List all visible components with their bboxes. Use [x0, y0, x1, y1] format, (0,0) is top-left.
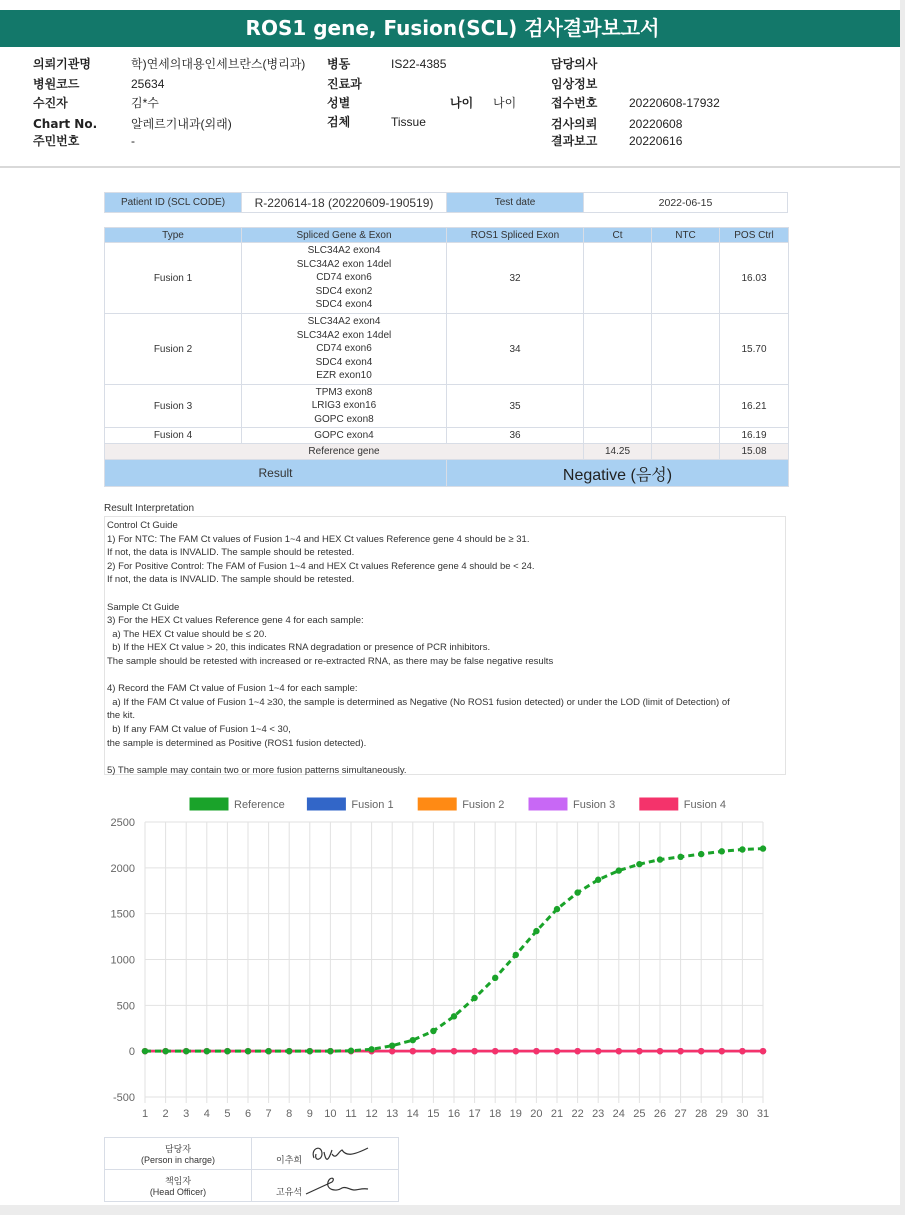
- header-divider: [0, 166, 905, 168]
- gene-item: SLC34A2 exon4: [307, 316, 381, 328]
- ntc-value: [652, 243, 720, 314]
- label-clinical-info: 임상정보: [551, 77, 598, 91]
- interpretation-line: the sample is determined as Positive (ROS1 fusion detected).: [107, 737, 367, 749]
- ros1-exon: 32: [447, 243, 584, 314]
- legend-swatch: [190, 798, 228, 810]
- legend-swatch: [529, 798, 567, 810]
- spliced-genes: [242, 243, 447, 314]
- data-point: [183, 1048, 189, 1054]
- data-point: [574, 889, 580, 895]
- data-point: [389, 1048, 395, 1054]
- interpretation-line: 4) Record the FAM Ct value of Fusion 1~4 for each sample:: [107, 683, 358, 695]
- results-header-row: [105, 228, 789, 243]
- reference-pos-ctrl-value: 15.08: [720, 444, 789, 460]
- data-point: [554, 906, 560, 912]
- x-tick-label: 9: [306, 1108, 313, 1120]
- x-tick-label: 6: [244, 1108, 252, 1120]
- data-point: [657, 856, 663, 862]
- pos-ctrl-value: 15.70: [720, 314, 789, 385]
- data-point: [471, 995, 477, 1001]
- col-header-pos-ctrl: POS Ctrl: [720, 228, 789, 243]
- amplification-chart: [100, 790, 780, 1130]
- value-hospital-code: 25634: [131, 77, 165, 91]
- patient-id-label: Patient ID (SCL CODE): [105, 193, 242, 213]
- role-english: (Head Officer): [149, 1187, 207, 1197]
- legend-swatch: [640, 798, 678, 810]
- signer-name: 고유석: [276, 1187, 303, 1197]
- data-point: [451, 1013, 457, 1019]
- ct-value: [584, 243, 652, 314]
- pos-ctrl-value: 16.03: [720, 243, 789, 314]
- y-tick-label: 500: [116, 1000, 135, 1013]
- interpretation-line: Sample Ct Guide: [107, 601, 180, 613]
- interpretation-line: If not, the data is INVALID. The sample should be retested.: [107, 547, 355, 559]
- interpretation-line: 5) The sample may contain two or more fusion patterns simultaneously.: [107, 764, 407, 776]
- y-tick-label: 1000: [110, 954, 135, 967]
- data-point: [327, 1048, 333, 1054]
- legend-swatch: [418, 798, 456, 810]
- data-point: [636, 861, 642, 867]
- reference-gene-row: [105, 444, 789, 460]
- x-tick-label: 22: [571, 1108, 584, 1120]
- label-request-date: 검사의뢰: [551, 117, 598, 131]
- interpretation-title: Result Interpretation: [104, 503, 195, 514]
- x-tick-label: 12: [365, 1108, 378, 1120]
- col-header-type: Type: [105, 228, 242, 243]
- value-requesting-institution: 학)연세의대용인세브란스(병리과): [131, 57, 306, 71]
- col-header-spliced-gene: Spliced Gene & Exon: [242, 228, 447, 243]
- gene-item: SLC34A2 exon4: [307, 245, 381, 257]
- x-tick-label: 13: [386, 1108, 399, 1120]
- report-title: ROS1 gene, Fusion(SCL) 검사결과보고서: [0, 10, 905, 47]
- footer-strip: [0, 1205, 905, 1215]
- interpretation-line: Control Ct Guide: [107, 520, 178, 531]
- ct-value: [584, 428, 652, 444]
- x-tick-label: 4: [203, 1108, 210, 1120]
- label-sex: 성별: [327, 96, 351, 110]
- data-point: [471, 1048, 477, 1054]
- value-resident-no: -: [131, 134, 135, 148]
- ros1-exon: 35: [447, 385, 584, 428]
- data-point: [204, 1048, 210, 1054]
- legend-label: Fusion 3: [573, 799, 616, 811]
- value-request-date: 20220608: [629, 117, 683, 131]
- value-specimen: Tissue: [391, 115, 426, 129]
- interpretation-line: If not, the data is INVALID. The sample should be retested.: [107, 574, 355, 586]
- x-tick-label: 3: [183, 1108, 190, 1120]
- interpretation-line: a) The HEX Ct value should be ≤ 20.: [107, 628, 267, 640]
- data-point: [677, 854, 683, 860]
- data-point: [719, 1048, 725, 1054]
- data-point: [533, 1048, 539, 1054]
- role-english: (Person in charge): [140, 1155, 216, 1165]
- gene-item: CD74 exon6: [316, 272, 372, 284]
- gene-item: SLC34A2 exon 14del: [296, 258, 392, 270]
- data-point: [636, 1048, 642, 1054]
- handwritten-signature: [308, 1140, 372, 1166]
- y-tick-label: -500: [112, 1092, 135, 1104]
- ros1-exon: 34: [447, 314, 584, 385]
- gene-item: SDC4 exon2: [315, 285, 373, 297]
- data-point: [739, 1048, 745, 1054]
- signature-row: [105, 1138, 399, 1170]
- x-tick-label: 18: [489, 1108, 502, 1120]
- legend-label: Fusion 1: [351, 799, 394, 811]
- y-tick-label: 2500: [110, 817, 135, 829]
- result-value: Negative (음성): [447, 460, 789, 487]
- label-requesting-institution: 의뢰기관명: [33, 57, 91, 71]
- interpretation-line: b) If any FAM Ct value of Fusion 1~4 < 30,: [107, 723, 291, 735]
- gene-item: CD74 exon6: [316, 343, 372, 355]
- x-tick-label: 26: [653, 1108, 667, 1120]
- ct-value: [584, 314, 652, 385]
- gene-item: EZR exon10: [316, 370, 372, 382]
- signature-table: [104, 1137, 399, 1202]
- ros1-exon: 36: [447, 428, 584, 444]
- gene-item: SDC4 exon4: [315, 299, 373, 311]
- signature-row: [105, 1170, 399, 1202]
- table-row: [105, 314, 789, 385]
- x-tick-label: 27: [674, 1108, 687, 1120]
- x-tick-label: 2: [162, 1108, 169, 1120]
- label-ward: 병동: [327, 57, 351, 71]
- name-cell: [252, 1138, 399, 1170]
- role-cell: [105, 1138, 252, 1170]
- ntc-value: [652, 428, 720, 444]
- data-point: [739, 846, 745, 852]
- result-row: [105, 460, 789, 487]
- data-point: [286, 1048, 292, 1054]
- data-point: [554, 1048, 560, 1054]
- data-point: [698, 851, 704, 857]
- data-point: [410, 1048, 416, 1054]
- role-cell: [105, 1170, 252, 1202]
- data-point: [760, 845, 766, 851]
- ct-value: [584, 385, 652, 428]
- data-point: [533, 928, 539, 934]
- x-tick-label: 11: [345, 1108, 357, 1120]
- x-tick-label: 25: [633, 1108, 646, 1120]
- y-tick-label: 2000: [110, 862, 135, 875]
- col-header-ntc: NTC: [652, 228, 720, 243]
- x-tick-label: 21: [550, 1108, 564, 1120]
- data-point: [574, 1048, 580, 1054]
- table-row: [105, 428, 789, 444]
- x-tick-label: 14: [406, 1108, 419, 1120]
- data-point: [513, 1048, 519, 1054]
- patient-id-value: R-220614-18 (20220609-190519): [242, 193, 447, 213]
- interpretation-line: 3) For the HEX Ct values Reference gene 4 for each sample:: [107, 615, 364, 627]
- pos-ctrl-value: 16.19: [720, 428, 789, 444]
- right-edge-strip: [900, 0, 905, 1215]
- patient-id-table: [104, 192, 788, 213]
- data-point: [616, 1048, 622, 1054]
- spliced-genes: [242, 314, 447, 385]
- label-age: 나이: [450, 96, 474, 110]
- label-attending-doctor: 담당의사: [551, 57, 598, 71]
- data-point: [162, 1048, 168, 1054]
- gene-item: TPM3 exon8: [315, 386, 373, 398]
- label-hospital-code: 병원코드: [33, 77, 80, 91]
- legend-label: Fusion 2: [462, 799, 505, 811]
- label-department: 진료과: [327, 77, 362, 91]
- data-point: [410, 1037, 416, 1043]
- x-tick-label: 30: [736, 1108, 749, 1120]
- value-ward: IS22-4385: [391, 57, 447, 71]
- y-tick-label: 0: [128, 1046, 135, 1059]
- x-tick-label: 17: [468, 1108, 481, 1120]
- handwritten-signature: [302, 1172, 372, 1198]
- value-chart-no: 알레르기내과(외래): [131, 117, 232, 131]
- data-point: [451, 1048, 457, 1054]
- data-point: [492, 975, 498, 981]
- x-tick-label: 24: [612, 1108, 625, 1120]
- data-point: [657, 1048, 663, 1054]
- gene-item: SLC34A2 exon 14del: [296, 329, 392, 341]
- data-point: [492, 1048, 498, 1054]
- interpretation-line: [107, 750, 783, 764]
- y-tick-label: 1500: [110, 908, 135, 921]
- interpretation-line: 2) For Positive Control: The FAM of Fusion 1~4 and HEX Ct values Reference gene 4 should be < 24.: [107, 560, 535, 572]
- data-point: [224, 1048, 230, 1054]
- label-report-date: 결과보고: [551, 134, 598, 148]
- interpretation-line: [107, 587, 783, 601]
- x-tick-label: 7: [265, 1108, 272, 1120]
- data-point: [389, 1042, 395, 1048]
- value-patient: 김*수: [131, 96, 159, 110]
- data-point: [616, 867, 622, 873]
- gene-item: LRIG3 exon16: [311, 400, 377, 412]
- reference-ntc-value: [652, 444, 720, 460]
- spliced-genes: [242, 428, 447, 444]
- data-point: [677, 1048, 683, 1054]
- label-resident-no: 주민번호: [33, 134, 80, 148]
- interpretation-line: the kit.: [107, 710, 135, 722]
- data-point: [513, 952, 519, 958]
- fusion-type: Fusion 4: [105, 428, 242, 444]
- x-tick-label: 31: [756, 1108, 770, 1120]
- data-point: [595, 877, 601, 883]
- data-point: [698, 1048, 704, 1054]
- data-point: [142, 1048, 148, 1054]
- col-header-ros1-exon: ROS1 Spliced Exon: [447, 228, 584, 243]
- data-point: [265, 1048, 271, 1054]
- gene-item: GOPC exon8: [314, 413, 374, 425]
- ntc-value: [652, 314, 720, 385]
- pos-ctrl-value: 16.21: [720, 385, 789, 428]
- gene-item: SDC4 exon4: [315, 356, 373, 368]
- interpretation-line: b) If the HEX Ct value > 20, this indicates RNA degradation or presence of PCR inhibitors.: [107, 642, 491, 654]
- legend-label: Fusion 4: [683, 799, 727, 811]
- interpretation-box: [104, 516, 786, 775]
- interpretation-line: [107, 669, 783, 683]
- legend-swatch: [307, 798, 345, 810]
- result-label: Result: [105, 460, 447, 487]
- table-row: [105, 385, 789, 428]
- value-accession-no: 20220608-17932: [629, 96, 720, 110]
- label-accession-no: 접수번호: [551, 96, 598, 110]
- label-patient: 수진자: [33, 96, 68, 110]
- data-point: [307, 1048, 313, 1054]
- data-point: [245, 1048, 251, 1054]
- col-header-ct: Ct: [584, 228, 652, 243]
- x-tick-label: 20: [530, 1108, 543, 1120]
- data-point: [595, 1048, 601, 1054]
- x-tick-label: 29: [715, 1108, 728, 1120]
- fusion-type: Fusion 1: [105, 243, 242, 314]
- x-tick-label: 10: [324, 1108, 337, 1120]
- value-report-date: 20220616: [629, 134, 683, 148]
- x-tick-label: 19: [509, 1108, 522, 1120]
- x-tick-label: 8: [286, 1108, 293, 1120]
- value-age: 나이: [493, 96, 517, 110]
- data-point: [760, 1048, 766, 1054]
- spliced-genes: [242, 385, 447, 428]
- role-korean: 담당자: [164, 1144, 192, 1154]
- x-tick-label: 28: [695, 1108, 708, 1120]
- interpretation-line: The sample should be retested with increased or re-extracted RNA, as there may be false negative results: [107, 655, 554, 667]
- ntc-value: [652, 385, 720, 428]
- test-date-value: 2022-06-15: [584, 193, 788, 213]
- legend-label: Reference: [234, 799, 285, 811]
- results-table: [104, 227, 789, 487]
- data-point: [430, 1048, 436, 1054]
- role-korean: 책임자: [164, 1176, 192, 1186]
- fusion-type: Fusion 2: [105, 314, 242, 385]
- gene-item: GOPC exon4: [314, 430, 374, 441]
- interpretation-line: a) If the FAM Ct value of Fusion 1~4 ≥30, the sample is determined as Negative (No ROS1 fusion detected) or under the LOD (limit of Detection) of: [107, 696, 730, 708]
- test-date-label: Test date: [447, 193, 584, 213]
- data-point: [430, 1028, 436, 1034]
- data-point: [348, 1048, 354, 1054]
- fusion-type: Fusion 3: [105, 385, 242, 428]
- x-tick-label: 23: [592, 1108, 605, 1120]
- x-tick-label: 16: [447, 1108, 461, 1120]
- label-chart-no: Chart No.: [33, 117, 98, 131]
- label-specimen: 검체: [327, 115, 351, 129]
- reference-gene-label: Reference gene: [105, 444, 584, 460]
- data-point: [368, 1046, 374, 1052]
- x-tick-label: 1: [141, 1108, 149, 1120]
- reference-ct-value: 14.25: [584, 444, 652, 460]
- signer-name: 이추희: [276, 1155, 303, 1165]
- interpretation-line: 1) For NTC: The FAM Ct values of Fusion 1~4 and HEX Ct values Reference gene 4 should be ≥ 31.: [107, 533, 530, 545]
- name-cell: [252, 1170, 399, 1202]
- x-tick-label: 5: [224, 1108, 231, 1120]
- x-tick-label: 15: [427, 1108, 440, 1120]
- table-row: [105, 243, 789, 314]
- data-point: [719, 848, 725, 854]
